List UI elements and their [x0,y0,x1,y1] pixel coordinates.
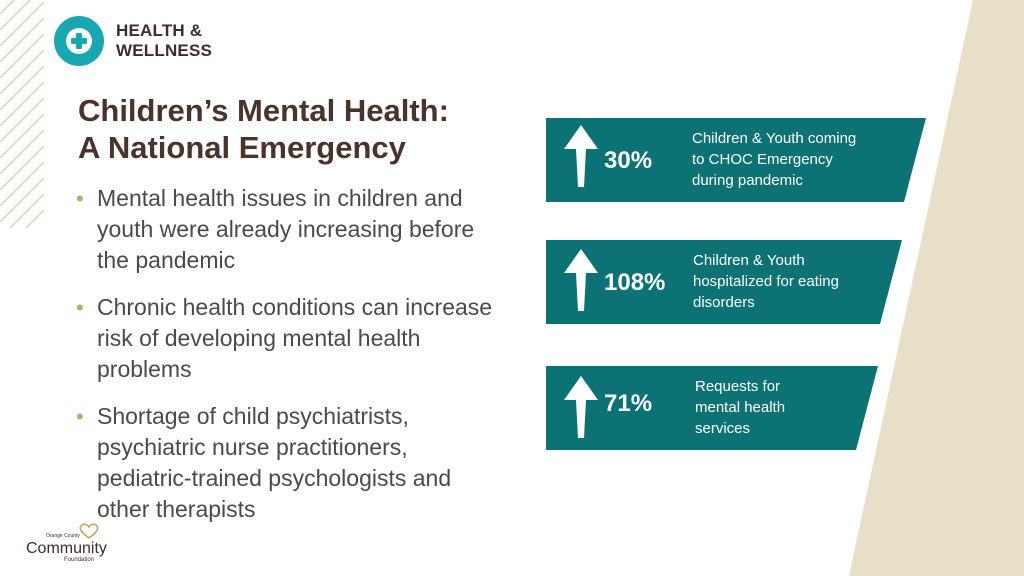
up-arrow-icon [564,249,598,311]
stat-desc-line: to CHOC Emergency [692,151,833,168]
stat-desc-line: hospitalized for eating [693,273,839,290]
stat-description [692,128,856,191]
bullet-item: • Shortage of child psychiatrists, psychiatric nurse practitioners, pediatric-trained psychologists and other therapists [76,401,506,525]
stat-value: 108% [604,269,666,296]
stat-desc-line: Requests for [695,378,781,395]
title-line-2: A National Emergency [78,130,406,165]
up-arrow-icon [564,125,598,187]
brand-label [116,21,212,61]
stat-description [693,250,839,313]
logo-main-text: Community [26,540,107,557]
bullet-list [76,183,506,541]
stat-desc-line: mental health [695,399,786,416]
logo-small-text: Orange County [46,533,80,539]
up-arrow-icon [564,376,598,438]
stat-card-3 [546,366,878,450]
stat-value: 30% [604,147,653,174]
medical-cross-icon [54,16,104,66]
stat-card-1 [546,118,926,202]
stat-card-2 [546,240,902,324]
bullet-item: • Chronic health conditions can increase risk of developing mental health problems [76,292,506,385]
bullet-item: • Mental health issues in children and youth were already increasing before the pandemic [76,183,506,276]
logo-foot-text: Foundation [64,557,95,563]
stat-desc-line: during pandemic [692,172,803,189]
brand-line-1: HEALTH & [116,21,203,40]
decorative-hatch-lines [0,0,60,230]
brand-line-2: WELLNESS [116,41,213,60]
stat-desc-line: disorders [693,294,755,311]
title-line-1: Children’s Mental Health: [78,93,449,128]
stat-desc-line: Children & Youth coming [692,130,857,147]
foundation-logo [26,523,122,567]
page-title [78,92,449,166]
heart-logo-icon [78,523,100,539]
brand-header [54,16,212,66]
stat-description [695,376,785,439]
stat-value: 71% [604,390,653,417]
stat-desc-line: services [695,420,751,437]
stat-desc-line: Children & Youth [693,252,805,269]
